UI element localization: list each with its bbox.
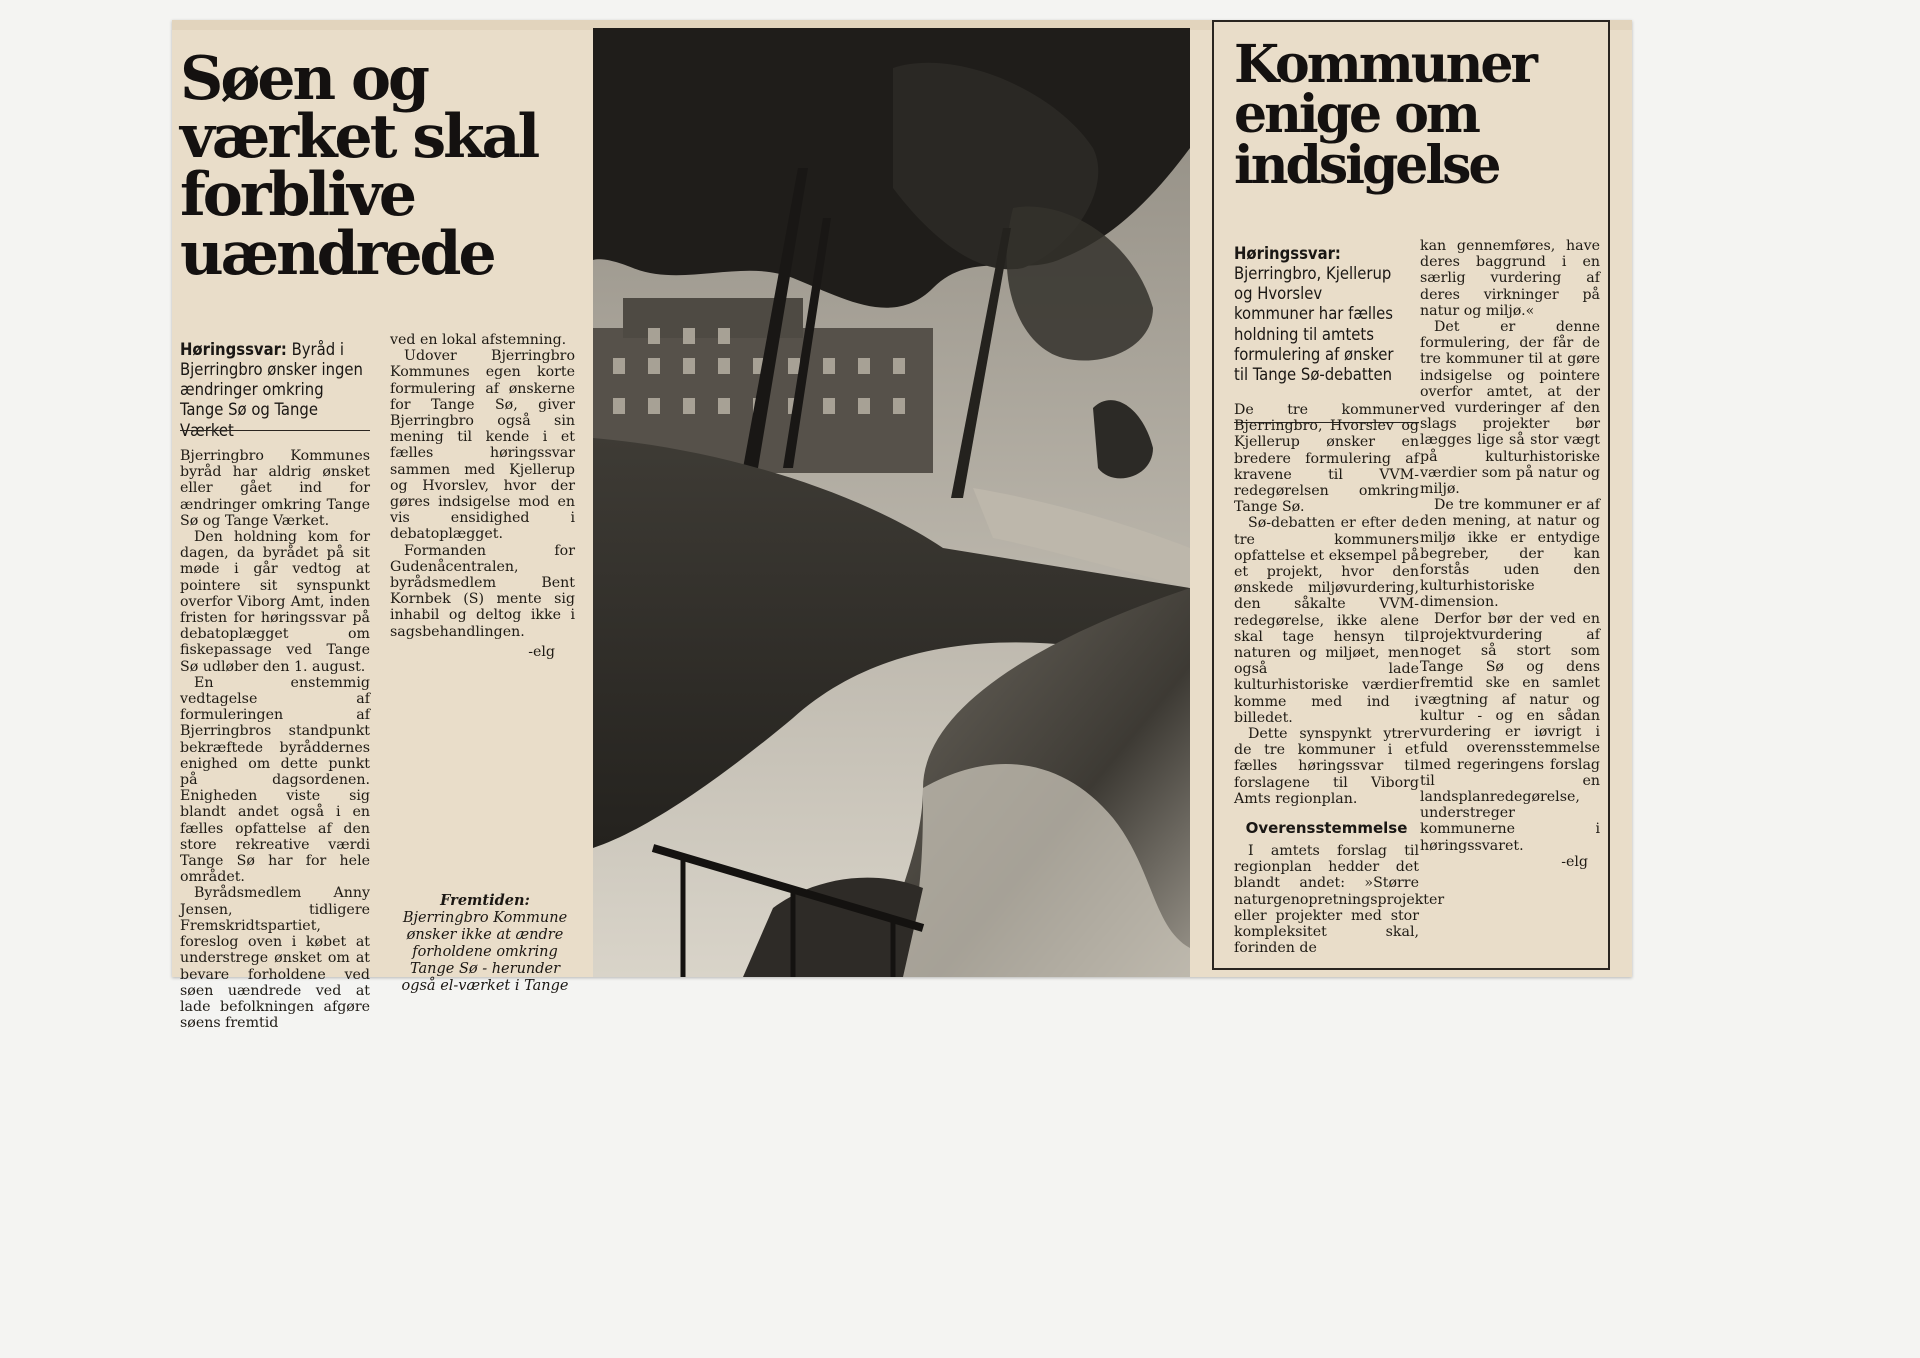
- right-paragraph: Derfor bør der ved en projektvurdering af noget så stort som Tange Sø og dens fremtid ske en samlet vægtning af natur og kultur - og en sådan vurdering er iøvrigt i fuld overensstemmelse med regeringens forslag til en landsplanredegørelse, understreger kommunerne i høringssvaret.: [1420, 610, 1600, 854]
- right-headline: [1234, 34, 1604, 196]
- left-headline-line: værket skal: [180, 102, 538, 173]
- left-column-2: [390, 332, 575, 660]
- right-paragraph: kan gennemføres, have deres baggrund i en særlig vurdering af deres virkninger på natur og miljø.«: [1420, 238, 1600, 319]
- left-paragraph: Byrådsmedlem Anny Jensen, tidligere Fremskridtspartiet, foreslog oven i købet at understrege ønsket om at bevare forholdene ved søen uændrede ved at lade befolkningen afgøre søens fremtid: [180, 885, 370, 1032]
- left-signature: -elg: [528, 643, 555, 660]
- left-column-1: [180, 448, 370, 1031]
- right-paragraph: De tre kommuner Bjerringbro, Hvorslev og Kjellerup ønsker en bredere formulering af kravene til VVM-redegørelsen omkring Tange Sø.: [1234, 402, 1419, 516]
- photo-caption: [400, 892, 570, 995]
- right-signature: -elg: [1561, 853, 1588, 870]
- newspaper-clipping: [172, 20, 1632, 1032]
- left-headline: [180, 44, 585, 289]
- left-article: [180, 30, 585, 1032]
- left-paragraph: Bjerringbro Kommunes byråd har aldrig ønsket eller gået ind for ændringer omkring Tange Sø og Tange Værket.: [180, 448, 370, 529]
- right-paragraph: Sø-debatten er efter de tre kommuners opfattelse et eksempel på et projekt, hvor den ønskede miljøvurdering, den såkalte VVM-redegørelse, ikke alene skal tage hensyn til naturen og miljøet, men også lade kulturhistoriske værdier komme med ind i billedet.: [1234, 515, 1419, 726]
- left-deck-label: Høringssvar:: [180, 340, 287, 359]
- right-paragraph: I amtets forslag til regionplan hedder det blandt andet: »Større naturgenopretningsprojekter eller projekter med stor kompleksitet skal, forinden de: [1234, 843, 1445, 957]
- left-paragraph: Udover Bjerringbro Kommunes egen korte formulering af ønskerne for Tange Sø, giver Bjerringbro også sin mening til kende i et fælles høringssvar sammen med Kjellerup og Hvorslev, hvor der gøres indsigelse mod en vis ensidighed i debatoplægget.: [390, 348, 575, 543]
- caption-text: Bjerringbro Kommune ønsker ikke at ændre forholdene omkring Tange Sø - herunder også el-værket i Tange: [401, 910, 569, 994]
- left-deck-rule: [180, 430, 370, 431]
- left-paragraph: ved en lokal afstemning.: [390, 332, 567, 348]
- right-article-box: [1212, 20, 1610, 970]
- right-deck-text: Bjerringbro, Kjellerup og Hvorslev kommuner har fælles holdning til amtets formulering af ønsker til Tange Sø-debatten: [1234, 264, 1394, 384]
- right-headline-line: Kommuner: [1234, 34, 1535, 95]
- river-photo-image: [593, 28, 1190, 977]
- right-deck-label: Høringssvar:: [1234, 244, 1341, 263]
- right-deck: [1234, 244, 1404, 385]
- river-photo: [593, 28, 1190, 977]
- left-paragraph: Den holdning kom for dagen, da byrådet på sit møde i går vedtog at pointere sit synspunkt overfor Viborg Amt, inden fristen for høringssvar på debatoplægget om fiskepassage ved Tange Sø udløber den 1. august.: [180, 529, 370, 675]
- right-headline-line: indsigelse: [1234, 134, 1499, 196]
- right-column-1: [1234, 402, 1445, 957]
- right-headline-line: enige om: [1234, 84, 1478, 146]
- caption-label: Fremtiden:: [440, 892, 530, 909]
- right-paragraph: Dette synspynkt ytrer de tre kommuner i et fælles høringssvar til forslagene til Viborg Amts regionplan.: [1234, 726, 1419, 807]
- right-column-2: [1420, 238, 1600, 870]
- right-paragraph: Det er denne formulering, der får de tre kommuner til at gøre indsigelse og pointere overfor amtet, at der ved vurderinger af den slags projekter bør lægges lige så stor vægt på kulturhistoriske værdier som på natur og miljø.: [1420, 319, 1600, 498]
- right-subheading: Overensstemmelse: [1245, 819, 1408, 838]
- left-headline-line: uændrede: [180, 218, 494, 289]
- left-headline-line: Søen og: [180, 44, 428, 114]
- left-deck-text: Byråd i Bjerringbro ønsker ingen ændringer omkring Tange Sø og Tange Værket: [180, 340, 363, 440]
- left-deck: [180, 340, 365, 441]
- left-paragraph: Formanden for Gudenåcentralen, byrådsmedlem Bent Kornbek (S) mente sig inhabil og deltog ikke i sagsbehandlingen.: [390, 542, 575, 640]
- left-headline-line: forblive: [180, 160, 415, 231]
- right-paragraph: De tre kommuner er af den mening, at natur og miljø ikke er entydige begreber, der kan forstås uden den kulturhistoriske dimension.: [1420, 497, 1600, 611]
- left-paragraph: En enstemmig vedtagelse af formuleringen af Bjerringbros standpunkt bekræftede byråddernes enighed om dette punkt på dagsordenen. Enigheden viste sig blandt andet også i en fælles opfattelse af den store rekreative værdi Tange Sø har for hele området.: [180, 674, 370, 886]
